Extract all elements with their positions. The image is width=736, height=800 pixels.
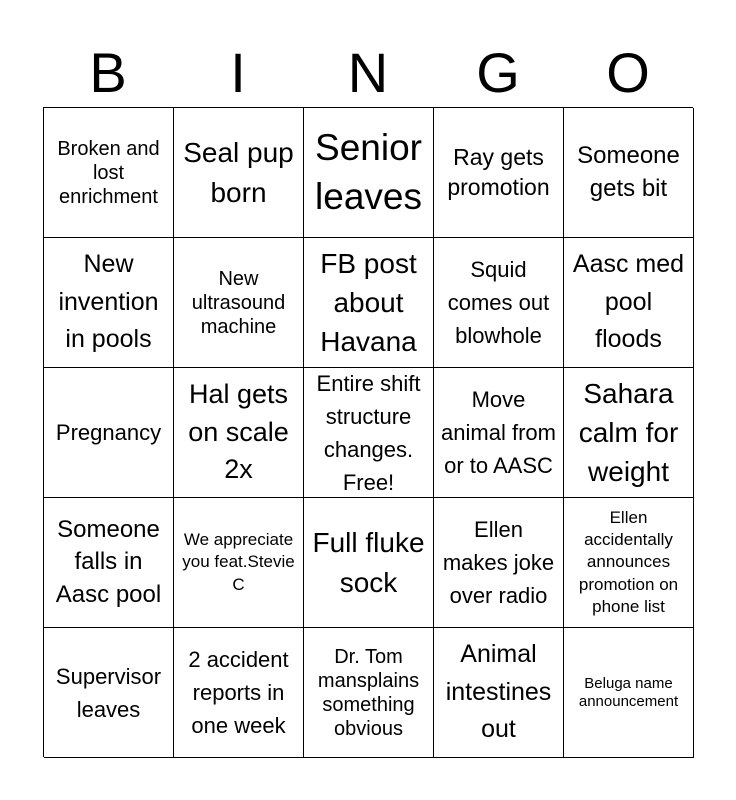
bingo-cell[interactable]: [564, 628, 694, 758]
bingo-cell[interactable]: [44, 498, 174, 628]
bingo-cell[interactable]: [304, 368, 434, 498]
bingo-cell[interactable]: [434, 368, 564, 498]
cell-text: New invention in pools: [58, 250, 159, 354]
bingo-cell[interactable]: [434, 108, 564, 238]
cell-text: Sahara calm for weight: [578, 377, 679, 488]
cell-text: Someone gets bit: [577, 142, 680, 202]
cell-text: Beluga name announcement: [578, 674, 679, 710]
cell-text: FB post about Havana: [320, 247, 417, 358]
cell-text: Broken and lost enrichment: [57, 137, 160, 208]
bingo-cell[interactable]: [174, 108, 304, 238]
cell-text: Ray gets promotion: [447, 143, 550, 200]
cell-text: Animal intestines out: [445, 640, 552, 744]
bingo-cell[interactable]: [44, 238, 174, 368]
bingo-cell[interactable]: [44, 108, 174, 238]
header-letter-i: I: [230, 41, 246, 104]
cell-text: Ellen accidentally announces promotion on phone list: [578, 508, 679, 616]
header-letter-b: B: [89, 41, 127, 104]
cell-text: Hal gets on scale 2x: [188, 378, 289, 485]
bingo-cell[interactable]: [434, 238, 564, 368]
bingo-card-grid: [43, 107, 693, 757]
cell-text: Seal pup born: [183, 137, 294, 208]
cell-text: Squid comes out blowhole: [447, 257, 550, 348]
bingo-cell[interactable]: [564, 108, 694, 238]
cell-text: Pregnancy: [55, 420, 162, 445]
bingo-cell[interactable]: [564, 238, 694, 368]
cell-text: Ellen makes joke over radio: [442, 517, 555, 608]
bingo-cell[interactable]: [174, 498, 304, 628]
bingo-cell[interactable]: [304, 628, 434, 758]
bingo-cell[interactable]: [44, 628, 174, 758]
cell-text: Supervisor leaves: [55, 663, 162, 722]
cell-text: Entire shift structure changes. Free!: [316, 370, 421, 495]
cell-text: We appreciate you feat.Stevie C: [182, 530, 295, 594]
bingo-cell[interactable]: [434, 628, 564, 758]
header-letter-o: O: [606, 41, 650, 104]
cell-text: Aasc med pool floods: [572, 250, 685, 354]
header-letter-n: N: [347, 41, 389, 104]
bingo-cell[interactable]: [174, 628, 304, 758]
bingo-cell[interactable]: [174, 238, 304, 368]
bingo-cell[interactable]: [434, 498, 564, 628]
cell-text: Senior leaves: [315, 127, 422, 217]
cell-text: Dr. Tom mansplains something obvious: [317, 645, 420, 740]
bingo-cell[interactable]: [564, 498, 694, 628]
bingo-cell[interactable]: [304, 238, 434, 368]
header-letter-g: G: [476, 41, 520, 104]
bingo-cell[interactable]: [44, 368, 174, 498]
bingo-cell[interactable]: [564, 368, 694, 498]
cell-text: New ultrasound machine: [191, 267, 286, 338]
bingo-cell[interactable]: [174, 368, 304, 498]
cell-text: Move animal from or to AASC: [441, 387, 556, 478]
cell-text: 2 accident reports in one week: [188, 647, 289, 738]
bingo-header: [43, 40, 693, 106]
cell-text: Someone falls in Aasc pool: [55, 515, 162, 608]
cell-text: Full fluke sock: [312, 527, 425, 598]
bingo-cell[interactable]: [304, 108, 434, 238]
bingo-cell[interactable]: [304, 498, 434, 628]
